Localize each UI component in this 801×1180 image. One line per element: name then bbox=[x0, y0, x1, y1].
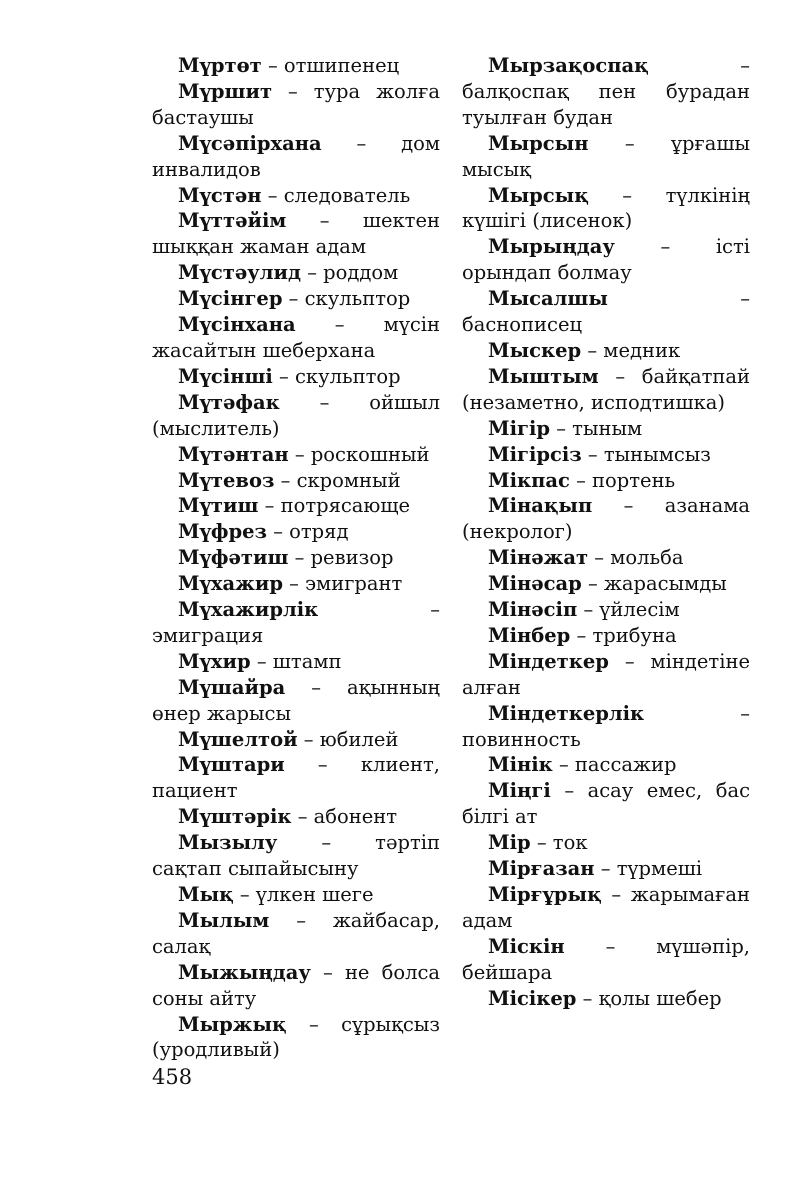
dictionary-entry bbox=[462, 234, 750, 286]
entry-definition: тынымсыз bbox=[603, 442, 711, 466]
entry-term: Мүтевоз bbox=[178, 468, 275, 492]
entry-separator: – bbox=[430, 598, 440, 622]
entry-definition: абонент bbox=[313, 805, 398, 829]
dictionary-entry bbox=[152, 882, 440, 908]
entry-term: Мүшелтой bbox=[178, 727, 298, 751]
entry-definition: жайбасар, салақ bbox=[152, 908, 440, 958]
dictionary-entry bbox=[152, 468, 440, 494]
entry-separator: – bbox=[280, 468, 291, 492]
entry-definition: істі орындап болмау bbox=[462, 235, 750, 285]
entry-term: Мүфәтиш bbox=[178, 546, 289, 570]
entry-term: Мызылу bbox=[178, 831, 278, 855]
entry-definition: байқатпай (незаметно, исподтишка) bbox=[462, 364, 751, 414]
dictionary-entry bbox=[462, 53, 750, 131]
dictionary-entry bbox=[462, 493, 750, 545]
dictionary-entry bbox=[152, 545, 440, 571]
entry-separator: – bbox=[319, 209, 330, 233]
entry-definition: мүсін жасайтын шеберхана bbox=[152, 313, 441, 362]
dictionary-entry bbox=[152, 675, 440, 727]
entry-definition: азанама (некролог) bbox=[462, 494, 751, 544]
dictionary-entry bbox=[152, 960, 440, 1012]
entry-definition: сұрықсыз (уродливый) bbox=[152, 1012, 440, 1062]
entry-separator: – bbox=[321, 831, 332, 855]
entry-definition: дом инвалидов bbox=[152, 131, 441, 181]
dictionary-entry bbox=[152, 390, 440, 442]
entry-term: Міңгі bbox=[488, 779, 551, 803]
entry-term: Мүтәфак bbox=[178, 390, 280, 414]
entry-term: Мінәсіп bbox=[488, 598, 578, 622]
entry-definition: пассажир bbox=[574, 753, 677, 777]
entry-term: Мүршит bbox=[178, 79, 273, 103]
entry-definition: қолы шебер bbox=[598, 986, 722, 1010]
entry-term: Мір bbox=[488, 831, 531, 855]
entry-separator: – bbox=[615, 364, 626, 388]
dictionary-entry bbox=[152, 183, 440, 209]
dictionary-entry bbox=[462, 183, 750, 235]
entry-definition: повинность bbox=[462, 727, 581, 751]
entry-term: Мінақып bbox=[488, 494, 593, 518]
entry-separator: – bbox=[583, 598, 594, 622]
entry-separator: – bbox=[273, 520, 283, 544]
entry-term: Мірғазан bbox=[488, 857, 595, 881]
entry-separator: – bbox=[303, 727, 314, 751]
dictionary-entry bbox=[462, 597, 750, 623]
entry-separator: – bbox=[264, 494, 275, 518]
entry-separator: – bbox=[288, 79, 298, 103]
dictionary-entry bbox=[462, 856, 750, 882]
entry-term: Мырсық bbox=[488, 183, 589, 207]
entry-definition: мүшәпір, бейшара bbox=[462, 934, 751, 984]
entry-separator: – bbox=[740, 287, 750, 311]
entry-term: Мыжыңдау bbox=[178, 960, 311, 984]
entry-definition: потрясающе bbox=[280, 494, 411, 518]
entry-definition: тыным bbox=[572, 416, 643, 440]
dictionary-entry bbox=[462, 468, 750, 494]
entry-separator: – bbox=[256, 649, 267, 673]
dictionary-entry bbox=[152, 312, 440, 364]
entry-term: Міндеткер bbox=[488, 649, 609, 673]
entry-definition: мольба bbox=[610, 546, 684, 570]
entry-term: Мүхажир bbox=[178, 572, 283, 596]
entry-separator: – bbox=[556, 416, 566, 440]
entry-term: Мырзақоспақ bbox=[488, 54, 649, 77]
entry-separator: – bbox=[594, 546, 605, 570]
entry-separator: – bbox=[587, 338, 598, 362]
entry-term: Мүсәпірхана bbox=[178, 131, 322, 155]
entry-term: Мүштари bbox=[178, 753, 285, 777]
dictionary-entry bbox=[462, 623, 750, 649]
dictionary-entry bbox=[152, 286, 440, 312]
entry-term: Місікер bbox=[488, 986, 577, 1010]
entry-definition: ақынның өнер жарысы bbox=[152, 675, 441, 725]
entry-definition: медник bbox=[603, 338, 681, 362]
entry-term: Мырыңдау bbox=[488, 235, 615, 259]
entry-term: Мінәжат bbox=[488, 546, 589, 570]
entry-definition: міндетіне алған bbox=[462, 649, 750, 699]
entry-term: Мүштәрік bbox=[178, 805, 292, 829]
dictionary-entry bbox=[152, 571, 440, 597]
dictionary-entry bbox=[462, 649, 750, 701]
entry-definition: ойшыл (мыслитель) bbox=[152, 390, 440, 440]
entry-definition: ток bbox=[552, 831, 588, 855]
entry-separator: – bbox=[576, 623, 587, 647]
dictionary-entry bbox=[462, 545, 750, 571]
entry-separator: – bbox=[334, 313, 345, 337]
entry-separator: – bbox=[239, 883, 250, 906]
entry-definition: асау емес, бас білгі ат bbox=[462, 779, 750, 829]
entry-term: Мінәсар bbox=[488, 572, 582, 596]
entry-separator: – bbox=[740, 54, 750, 77]
entry-term: Мүтәнтан bbox=[178, 442, 289, 466]
right-column bbox=[462, 53, 750, 1012]
page-number: 458 bbox=[152, 1065, 193, 1089]
dictionary-entry bbox=[462, 778, 750, 830]
entry-definition: клиент, пациент bbox=[152, 753, 440, 803]
entry-separator: – bbox=[279, 364, 289, 388]
entry-separator: – bbox=[558, 753, 569, 777]
entry-separator: – bbox=[323, 960, 333, 984]
entry-definition: үлкен шеге bbox=[255, 883, 374, 906]
entry-term: Мүттәйім bbox=[178, 209, 287, 233]
dictionary-entry bbox=[462, 338, 750, 364]
dictionary-entry bbox=[462, 934, 750, 986]
entry-definition: балқоспақ пен бурадан туылған будан bbox=[462, 79, 750, 129]
left-column bbox=[152, 53, 440, 1063]
entry-separator: – bbox=[297, 805, 308, 829]
entry-term: Мылым bbox=[178, 908, 270, 932]
entry-separator: – bbox=[294, 442, 305, 466]
entry-separator: – bbox=[576, 468, 586, 492]
entry-term: Мүсінхана bbox=[178, 313, 296, 337]
entry-term: Мүхир bbox=[178, 649, 251, 673]
entry-separator: – bbox=[611, 883, 622, 906]
dictionary-entry bbox=[152, 79, 440, 131]
dictionary-entry bbox=[152, 804, 440, 830]
entry-separator: – bbox=[267, 54, 278, 77]
entry-definition: не болса соны айту bbox=[152, 960, 441, 1010]
entry-definition: жарымаған адам bbox=[462, 883, 750, 932]
dictionary-entry bbox=[462, 286, 750, 338]
entry-separator: – bbox=[356, 131, 367, 155]
entry-separator: – bbox=[605, 934, 616, 958]
entry-term: Мүртөт bbox=[178, 54, 262, 77]
dictionary-entry bbox=[462, 986, 750, 1012]
dictionary-entry bbox=[152, 493, 440, 519]
dictionary-entry bbox=[152, 908, 440, 960]
entry-separator: – bbox=[624, 131, 635, 155]
entry-definition: роддом bbox=[323, 261, 399, 285]
dictionary-entry bbox=[152, 131, 440, 183]
entry-separator: – bbox=[587, 442, 598, 466]
entry-definition: шектен шыққан жаман адам bbox=[152, 209, 440, 259]
entry-term: Мігірсіз bbox=[488, 442, 582, 466]
entry-definition: роскошный bbox=[310, 442, 430, 466]
dictionary-entry bbox=[152, 208, 440, 260]
entry-separator: – bbox=[311, 675, 322, 699]
dictionary-entry bbox=[462, 416, 750, 442]
dictionary-entry bbox=[152, 830, 440, 882]
entry-separator: – bbox=[307, 261, 317, 285]
dictionary-entry bbox=[152, 752, 440, 804]
entry-definition: тура жолға бастаушы bbox=[152, 79, 441, 129]
dictionary-entry bbox=[462, 571, 750, 597]
entry-term: Мүсінші bbox=[178, 364, 273, 388]
dictionary-entry bbox=[152, 597, 440, 649]
dictionary-entry bbox=[462, 882, 750, 934]
entry-definition: следователь bbox=[283, 183, 411, 207]
entry-definition: эмигрант bbox=[305, 572, 403, 596]
entry-separator: – bbox=[588, 572, 598, 596]
entry-separator: – bbox=[623, 494, 634, 518]
dictionary-entry bbox=[462, 442, 750, 468]
entry-separator: – bbox=[622, 183, 633, 207]
entry-separator: – bbox=[317, 753, 328, 777]
dictionary-entry bbox=[152, 53, 440, 79]
entry-separator: – bbox=[267, 183, 278, 207]
dictionary-entry bbox=[462, 364, 750, 416]
entry-term: Мық bbox=[178, 883, 234, 906]
entry-separator: – bbox=[740, 701, 750, 725]
entry-definition: скульптор bbox=[295, 364, 401, 388]
entry-definition: жарасымды bbox=[603, 572, 727, 596]
entry-term: Мүтиш bbox=[178, 494, 259, 518]
dictionary-entry bbox=[152, 364, 440, 390]
entry-definition: тәртіп сақтап сыпайысыну bbox=[152, 831, 441, 881]
entry-definition: ұрғашы мысық bbox=[462, 131, 751, 181]
entry-term: Мысалшы bbox=[488, 287, 608, 311]
dictionary-entry bbox=[152, 260, 440, 286]
entry-separator: – bbox=[308, 1012, 319, 1036]
entry-definition: эмиграция bbox=[152, 623, 264, 647]
entry-definition: скромный bbox=[296, 468, 401, 492]
entry-term: Мырсын bbox=[488, 131, 589, 155]
entry-definition: скульптор bbox=[304, 287, 411, 311]
dictionary-entry bbox=[462, 752, 750, 778]
entry-separator: – bbox=[624, 649, 635, 673]
entry-term: Мүхажирлік bbox=[178, 598, 319, 622]
dictionary-entry bbox=[462, 701, 750, 753]
entry-separator: – bbox=[289, 572, 299, 596]
entry-term: Мігір bbox=[488, 416, 550, 440]
entry-term: Мүсінгер bbox=[178, 287, 283, 311]
dictionary-entry bbox=[152, 727, 440, 753]
entry-separator: – bbox=[294, 546, 305, 570]
dictionary-entry bbox=[462, 830, 750, 856]
entry-term: Мыржық bbox=[178, 1012, 287, 1036]
entry-definition: штамп bbox=[272, 649, 342, 673]
entry-term: Мүшайра bbox=[178, 675, 286, 699]
entry-definition: портень bbox=[592, 468, 676, 492]
entry-term: Міскін bbox=[488, 934, 565, 958]
entry-term: Мірғұрық bbox=[488, 883, 602, 906]
entry-term: Мүфрез bbox=[178, 520, 267, 544]
entry-term: Мікпас bbox=[488, 468, 570, 492]
entry-term: Мүстән bbox=[178, 183, 262, 207]
entry-separator: – bbox=[582, 986, 593, 1010]
entry-term: Мінбер bbox=[488, 623, 571, 647]
entry-separator: – bbox=[564, 779, 575, 803]
entry-definition: отряд bbox=[289, 520, 349, 544]
entry-separator: – bbox=[288, 287, 299, 311]
entry-term: Мыштым bbox=[488, 364, 599, 388]
dictionary-entry bbox=[152, 519, 440, 545]
entry-separator: – bbox=[600, 857, 611, 881]
entry-definition: отшипенец bbox=[283, 54, 400, 77]
entry-separator: – bbox=[536, 831, 547, 855]
entry-separator: – bbox=[660, 235, 671, 259]
dictionary-entry bbox=[462, 131, 750, 183]
entry-term: Мүстәулид bbox=[178, 261, 301, 285]
dictionary-entry bbox=[152, 649, 440, 675]
entry-definition: түрмеші bbox=[616, 857, 703, 881]
entry-term: Мінік bbox=[488, 753, 553, 777]
entry-definition: юбилей bbox=[319, 727, 399, 751]
entry-term: Міндеткерлік bbox=[488, 701, 645, 725]
entry-definition: түлкінің күшігі (лисенок) bbox=[462, 183, 750, 233]
entry-separator: – bbox=[296, 908, 306, 932]
dictionary-entry bbox=[152, 1012, 440, 1064]
dictionary-entry bbox=[152, 442, 440, 468]
entry-definition: үйлесім bbox=[599, 598, 680, 622]
entry-definition: ревизор bbox=[310, 546, 394, 570]
entry-definition: баснописец bbox=[462, 313, 583, 337]
entry-term: Мыскер bbox=[488, 338, 582, 362]
entry-separator: – bbox=[319, 390, 330, 414]
entry-definition: трибуна bbox=[592, 623, 677, 647]
